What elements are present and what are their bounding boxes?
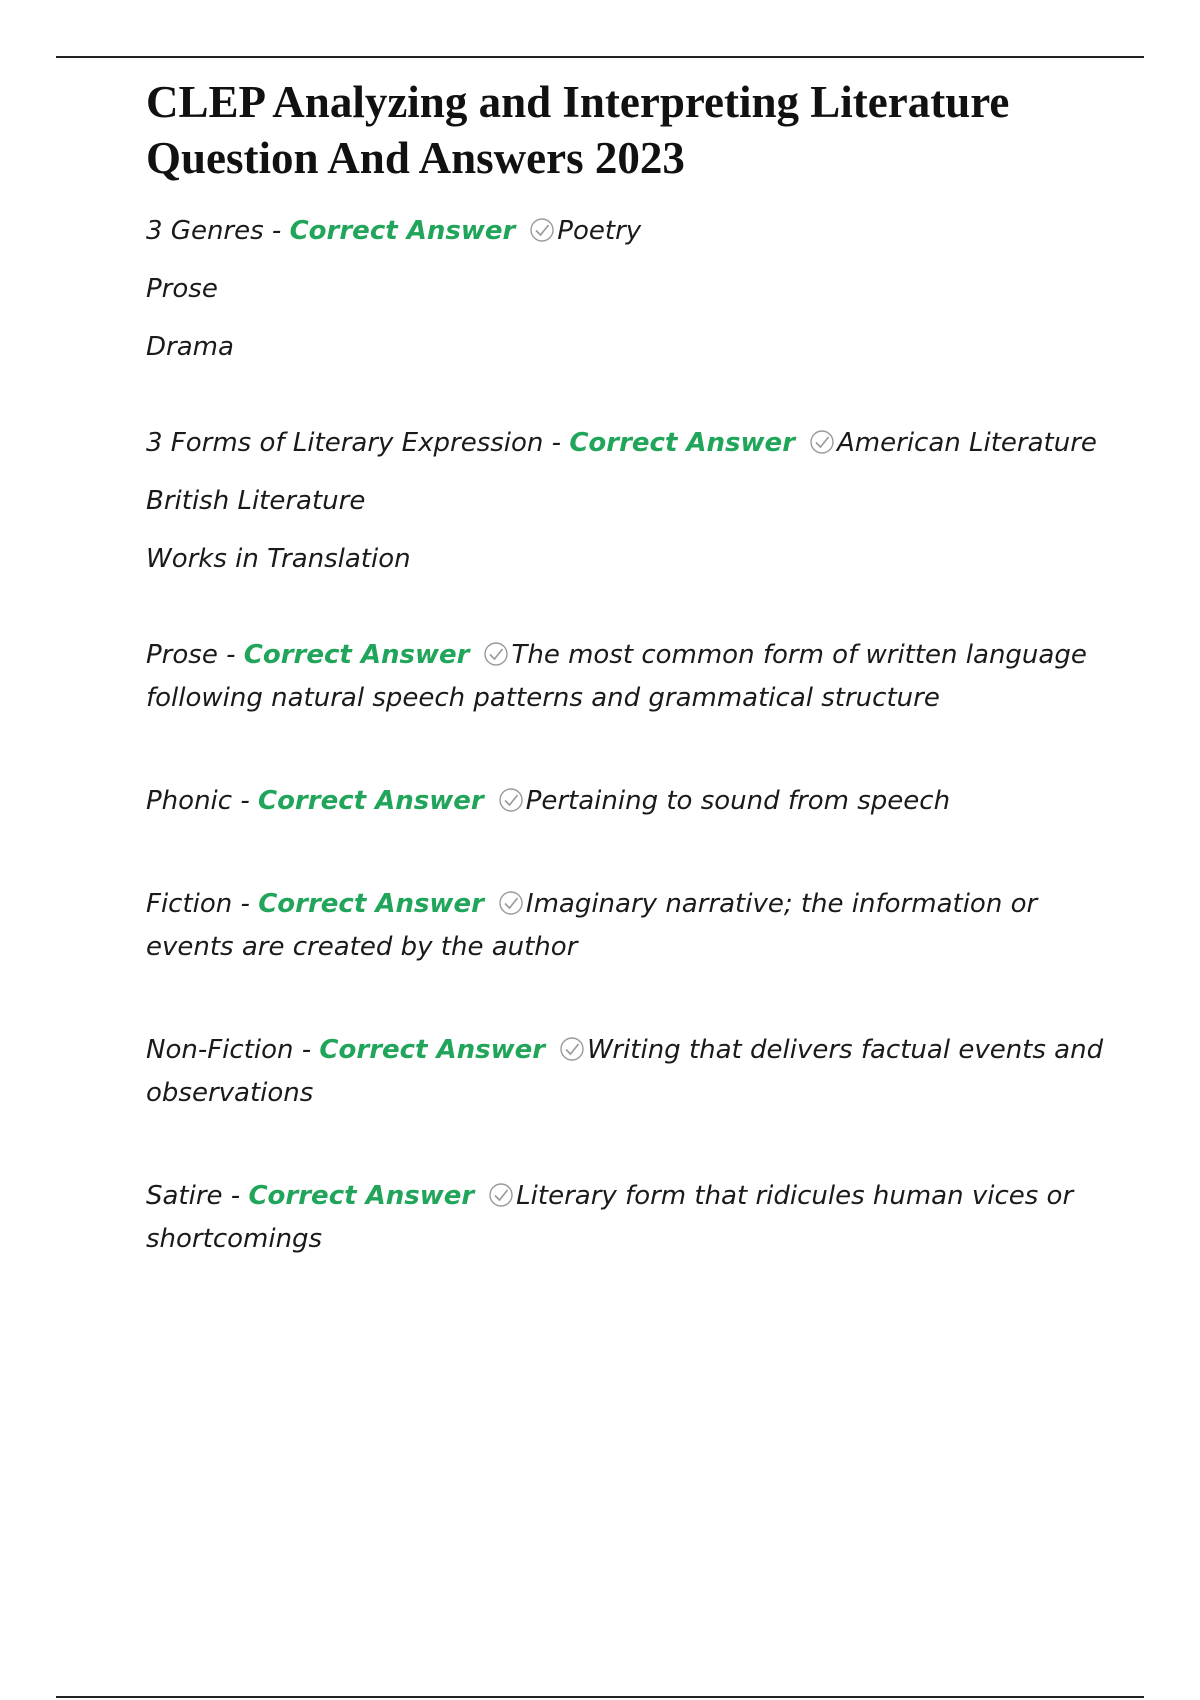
qa-extra-line: British Literature (146, 486, 366, 516)
correct-answer-label: Correct Answer (289, 216, 516, 246)
qa-continuation: following natural speech patterns and grammatical structure (146, 683, 940, 713)
qa-term: Prose (146, 640, 218, 670)
qa-term: Phonic (146, 786, 233, 816)
qa-item-phonic (146, 780, 1106, 823)
qa-term: 3 Genres (146, 216, 264, 246)
qa-line (146, 634, 1106, 677)
qa-answer: Literary form that ridicules human vices or (516, 1181, 1074, 1211)
qa-separator: - (232, 889, 259, 919)
qa-term: Fiction (146, 889, 233, 919)
qa-answer: Imaginary narrative; the information or (525, 889, 1038, 919)
qa-continuation: events are created by the author (146, 932, 578, 962)
document-content (146, 74, 1106, 1291)
qa-continuation: observations (146, 1078, 314, 1108)
qa-separator: - (217, 640, 244, 670)
title-line-1: CLEP Analyzing and Interpreting Literature (146, 77, 1010, 127)
top-rule (56, 56, 1144, 58)
qa-term: Satire (146, 1181, 223, 1211)
check-circle-icon (498, 787, 524, 813)
check-circle-icon (809, 429, 835, 455)
qa-separator: - (222, 1181, 249, 1211)
qa-answer: Pertaining to sound from speech (525, 786, 951, 816)
qa-extra-line: Drama (146, 332, 234, 362)
bottom-rule (56, 1696, 1144, 1698)
qa-answer: Poetry (557, 216, 642, 246)
qa-separator: - (543, 428, 570, 458)
check-circle-icon (559, 1036, 585, 1062)
qa-line (146, 780, 1106, 823)
qa-line (146, 422, 1106, 465)
check-circle-icon (529, 217, 555, 243)
check-circle-icon (488, 1182, 514, 1208)
qa-answer: American Literature (837, 428, 1097, 458)
title-line-2: Question And Answers 2023 (146, 133, 685, 183)
correct-answer-label: Correct Answer (248, 1181, 475, 1211)
correct-answer-label: Correct Answer (258, 889, 484, 919)
check-circle-icon (483, 641, 509, 667)
qa-line (146, 1175, 1106, 1218)
qa-line (146, 1029, 1106, 1072)
qa-term: 3 Forms of Literary Expression (146, 428, 544, 458)
qa-line (146, 883, 1106, 926)
qa-separator: - (293, 1035, 320, 1065)
qa-extra-line: Works in Translation (146, 544, 411, 574)
correct-answer-label: Correct Answer (319, 1035, 546, 1065)
correct-answer-label: Correct Answer (257, 786, 484, 816)
qa-item-genres (146, 210, 1106, 369)
qa-separator: - (263, 216, 290, 246)
qa-line (146, 210, 1106, 253)
correct-answer-label: Correct Answer (569, 428, 796, 458)
qa-item-satire (146, 1175, 1106, 1261)
qa-separator: - (232, 786, 258, 816)
qa-item-forms (146, 422, 1106, 581)
qa-extra-line: Prose (146, 274, 218, 304)
qa-answer: Writing that delivers factual events and (587, 1035, 1104, 1065)
qa-item-fiction (146, 883, 1106, 969)
qa-item-prose (146, 634, 1106, 720)
qa-item-non-fiction (146, 1029, 1106, 1115)
document-title (146, 74, 1106, 186)
qa-term: Non-Fiction (146, 1035, 294, 1065)
qa-answer: The most common form of written language (511, 640, 1087, 670)
qa-continuation: shortcomings (146, 1224, 323, 1254)
check-circle-icon (498, 890, 524, 916)
correct-answer-label: Correct Answer (243, 640, 470, 670)
